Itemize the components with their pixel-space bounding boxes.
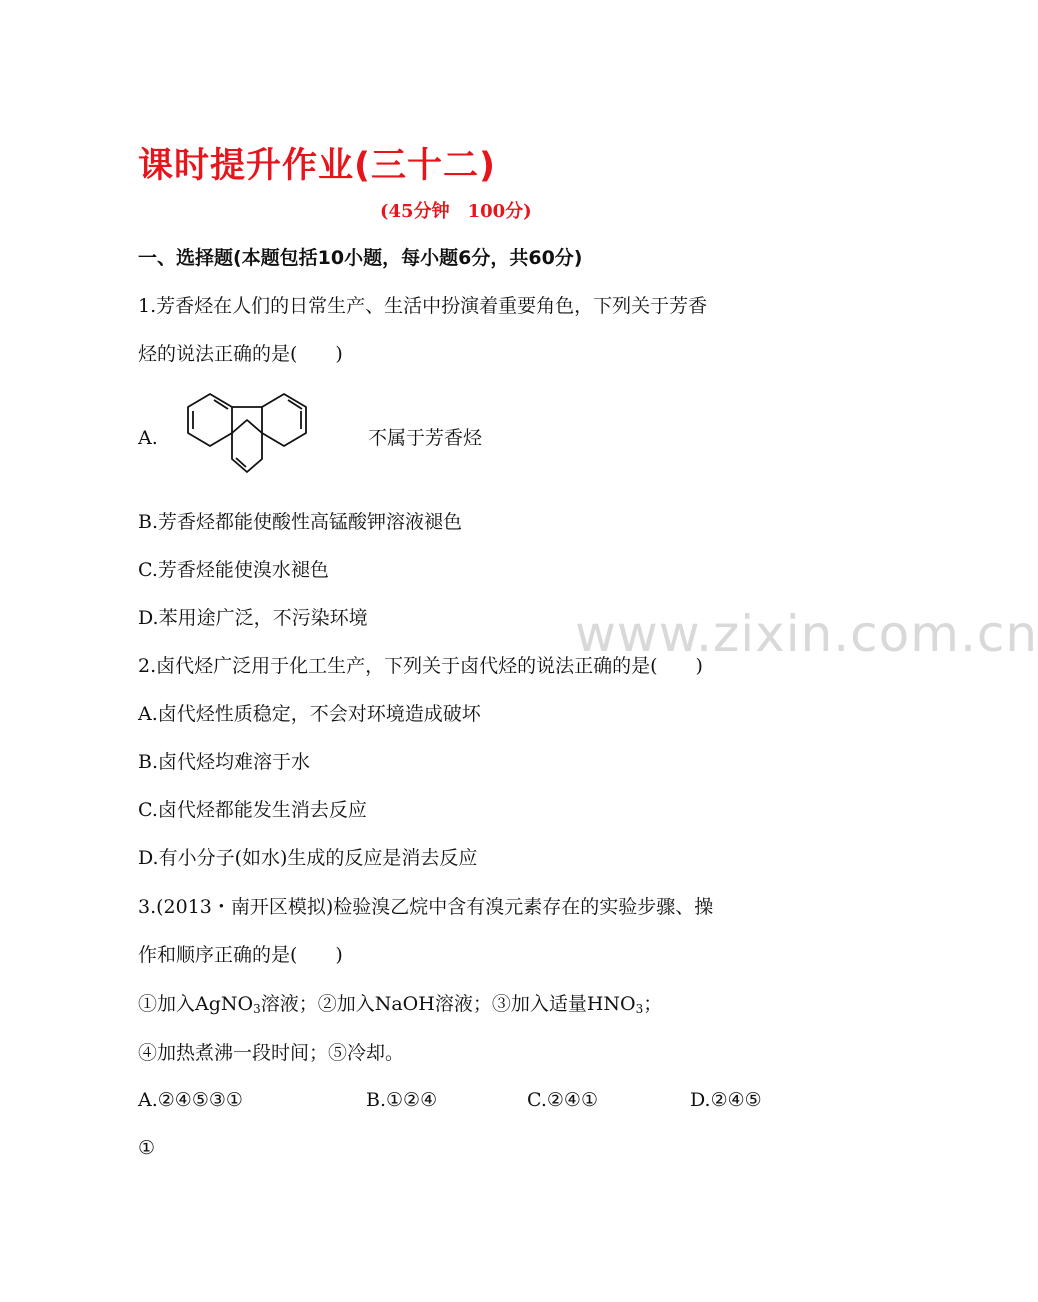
- q1-option-b: B.芳香烃都能使酸性高锰酸钾溶液褪色: [138, 511, 463, 533]
- watermark-text: www.zixin.com.cn: [575, 605, 1038, 663]
- q2-option-b: B.卤代烃均难溶于水: [138, 751, 311, 773]
- q3-stem-line1: 3.(2013・南开区模拟)检验溴乙烷中含有溴元素存在的实验步骤、操: [138, 896, 714, 918]
- q3-option-d-continued: ①: [138, 1137, 156, 1159]
- q2-option-d: D.有小分子(如水)生成的反应是消去反应: [138, 847, 478, 869]
- q1-option-a-prefix: A.: [138, 427, 158, 449]
- ring-right: [262, 394, 306, 446]
- q3-steps-line1: [138, 992, 662, 1016]
- time-score-note: (45分钟 100分): [380, 201, 532, 222]
- q1-stem-line1: 1.芳香烃在人们的日常生产、生活中扮演着重要角色，下列关于芳香: [138, 295, 708, 317]
- q1-option-d: D.苯用途广泛，不污染环境: [138, 607, 368, 629]
- q1-stem-line2: 烃的说法正确的是( ): [138, 343, 343, 365]
- q3-subscript-1: 3: [253, 1002, 261, 1016]
- q1-option-c: C.芳香烃能使溴水褪色: [138, 559, 329, 581]
- q3-subscript-2: 3: [635, 1002, 644, 1016]
- q2-option-c: C.卤代烃都能发生消去反应: [138, 799, 367, 821]
- q3-option-c: C.②④①: [527, 1089, 598, 1111]
- q2-stem: 2.卤代烃广泛用于化工生产，下列关于卤代烃的说法正确的是( ): [138, 655, 703, 677]
- q3-steps-line2: ④加热煮沸一段时间；⑤冷却。: [138, 1042, 405, 1064]
- q3-option-b: B.①②④: [366, 1089, 438, 1111]
- ring-left: [188, 394, 232, 446]
- q2-option-a: A.卤代烃性质稳定，不会对环境造成破坏: [138, 703, 481, 725]
- q1-option-a-text: 不属于芳香烃: [368, 427, 483, 449]
- page-title: 课时提升作业(三十二): [138, 146, 496, 186]
- q3-stem-line2: 作和顺序正确的是( ): [138, 944, 343, 966]
- ring-middle: [232, 420, 262, 472]
- q3-step-text-b: 溶液；②加入NaOH溶液；③加入适量HNO: [260, 993, 636, 1015]
- q3-step-text-c: ；: [643, 993, 663, 1015]
- section-heading: 一、选择题(本题包括10小题，每小题6分，共60分): [138, 247, 583, 269]
- q3-option-d: D.②④⑤: [690, 1089, 762, 1111]
- phenanthrene-structure: [166, 388, 346, 482]
- q3-step-text-a: ①加入AgNO: [138, 993, 254, 1015]
- q3-option-a: A.②④⑤③①: [138, 1089, 243, 1111]
